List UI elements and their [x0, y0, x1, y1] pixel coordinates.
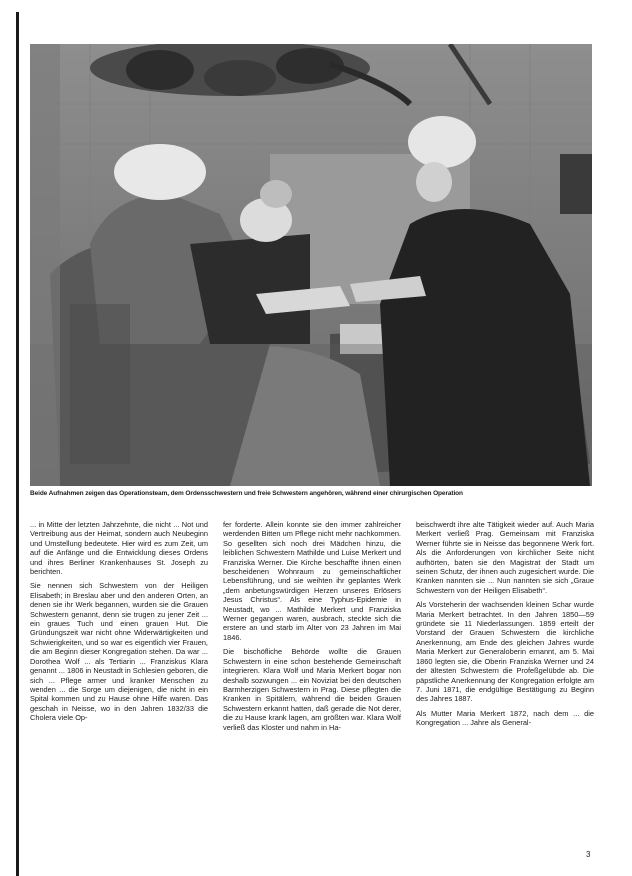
- page-number: 3: [586, 850, 591, 859]
- paragraph: fer forderte. Allein konnte sie den immer zahlreicher werdenden Bitten um Pflege nicht mehr nachkommen. So gesellten sich noch drei Mädchen hinzu, die leiblichen Schwestern Mathilde und Luise Merkert und Franziska Werner. Die Kirche beschaffte ihnen einen bescheidenen Wohnraum zu gemeinschaftlicher Lebensführung, und sie weihten ihr geplantes Werk „dem anbetungswürdigen Herzen unseres Erlösers Jesus Christus“. Als eine Typhus-Epidemie in Neustadt, wo ... Mathilde Merkert und Franziska Werner gegangen waren, ausbrach, steckte sich die erstere an und starb im Alter von 23 Jahren im Mai 1846.: [223, 520, 401, 642]
- paragraph: ... in Mitte der letzten Jahrzehnte, die nicht ... Not und Vertreibung aus der Heimat, sondern auch Neubeginn und Umstellung bedeutete. Hier wird es zum Zeit, um auf die Anfänge und die Entwicklung dieses Ordens und ihres Berliner Krankenhauses St. Joseph zu berichten.: [30, 520, 208, 577]
- paragraph: Sie nennen sich Schwestern von der Heiligen Elisabeth; in Breslau aber und den anderen Orten, an denen sie ihr Werk begannen, wurden sie die Grauen Schwestern genannt, denn sie trugen zu jener Zeit ... ein graues Tuch und einen grauen Hut. Die Gründungszeit war nicht ohne Widerwärtigkeiten und Schwierigkeiten, und so war es eigentlich vier Frauen, die am Beginn dieser Kongregation stehen. Da war ... Dorothea Wolf ... als Tertiarin ... Franziskus Klara genannt ... 1806 in Neustadt in Schlesien geboren, die sich ... Pflege armer und kranker Menschen zu wenden ... die Sorge um diejenigen, die nicht in ein Spital kommen und zu Hause ohne Hilfe waren. Das geschah in Neisse, wo in den Jahren 1832/33 die Cholera viele Op-: [30, 581, 208, 723]
- article-body: [30, 520, 594, 850]
- paragraph: beischwerdt ihre alte Tätigkeit wieder auf. Auch Maria Merkert verließ Prag. Gemeinsam mit Franziska Werner führte sie in Neisse das begonnene Werk fort. Als die Anforderungen von kirchlicher Seite nicht aufhörten, baten sie den Magistrat der Stadt um seinen Schutz, der ihnen auch zugesichert wurde. Die Kranken nannten sie ... Nun nannten sie sich „Graue Schwestern von der Heiligen Elisabeth“.: [416, 520, 594, 595]
- text-column-2: [223, 520, 401, 737]
- photo-caption: Beide Aufnahmen zeigen das Operationsteam, dem Ordensschwestern und freie Schwestern angehören, während einer chirurgischen Operation: [30, 490, 463, 497]
- page-edge-bar: [16, 12, 19, 876]
- text-column-1: [30, 520, 208, 728]
- paragraph: Als Vorsteherin der wachsenden kleinen Schar wurde Maria Merkert betrachtet. In den Jahren 1850—59 gründete sie 11 Niederlassungen. 1859 erteilt der Vorstand der Grauen Schwestern die kirchliche Anerkennung, am Ende des gleichen Jahres wurde Maria Merkert zur Generaloberin ernannt, am 5. Mai 1860 legten sie, die Oberin Franziska Werner und 24 der ältesten Schwestern die Profeßgelübde ab. Die päpstliche Anerkennung der Kongregation erfolgte am 7. Juni 1871, die endgültige Bestätigung zu Beginn des Jahres 1887.: [416, 600, 594, 704]
- operating-room-photo: [30, 44, 592, 486]
- paragraph: Als Mutter Maria Merkert 1872, nach dem ... die Kongregation ... Jahre als General-: [416, 708, 594, 728]
- text-column-3: [416, 520, 594, 733]
- paragraph: Die bischöfliche Behörde wollte die Grauen Schwestern in eine schon bestehende Gemeinschaft integrieren. Klara Wolf und Maria Merkert bogar non deshalb sozwungen ... ein Noviziat bei den deutschen Barmherzigen Schwestern in Prag. Diese pflegten die Kranken in Spitälern, während die beiden Grauen Schwestern erkannt hatten, daß gerade die Not derer, die zu Hause krank lagen, am größten war. Klara Wolf verließ das Kloster und nahm in Ha-: [223, 647, 401, 732]
